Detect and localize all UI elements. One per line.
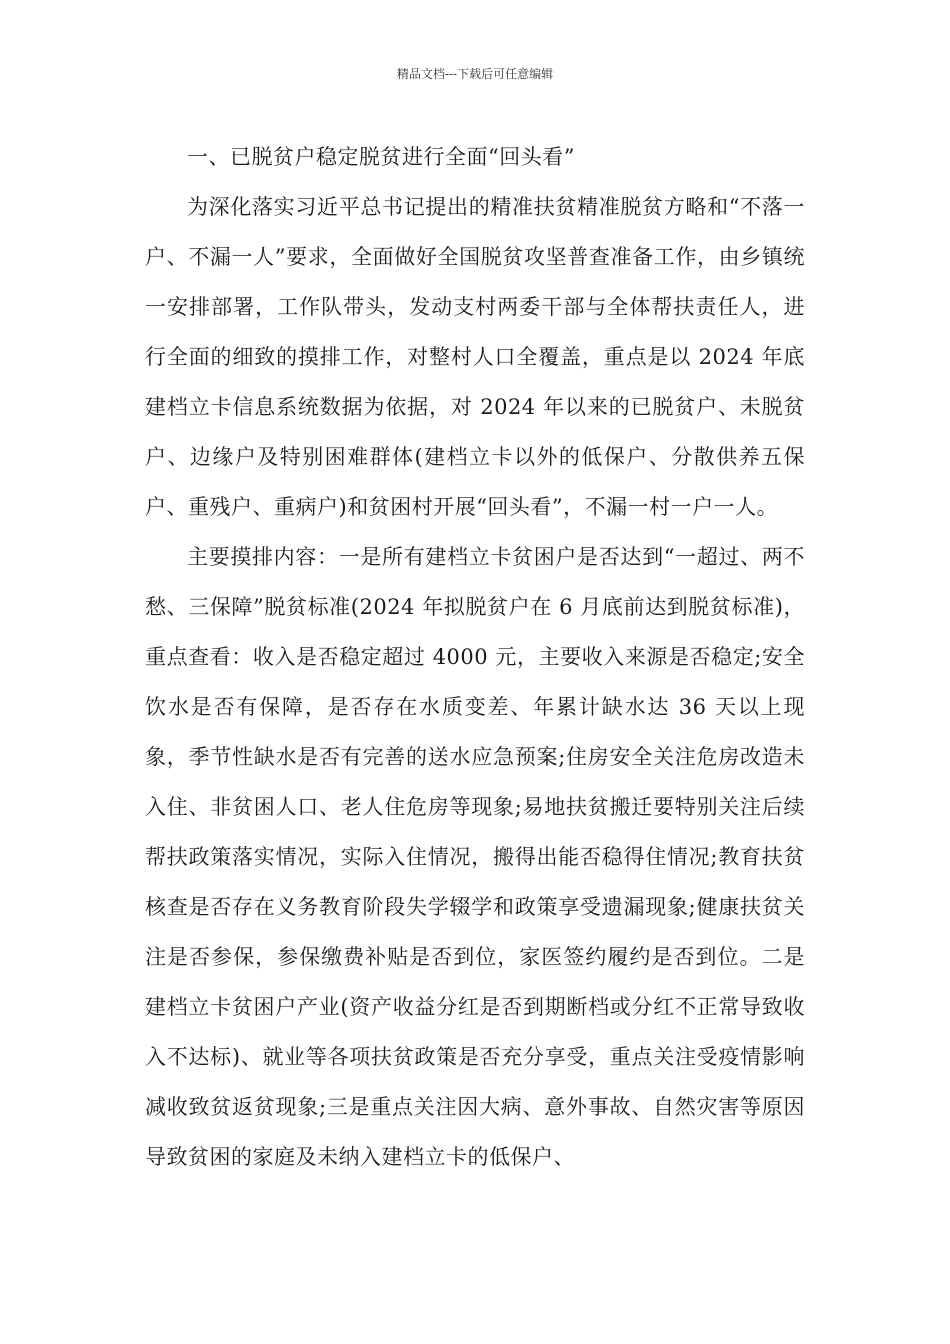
paragraph-2: 主要摸排内容：一是所有建档立卡贫困户是否达到“一超过、两不愁、三保障”脱贫标准(2024 年拟脱贫户在 6 月底前达到脱贫标准)，重点查看：收入是否稳定超过 4000 元，主要收入来源是否稳定;安全饮水是否有保障，是否存在水质变差、年累计缺水达 36 天以上现象，季节性缺水是否有完善的送水应急预案;住房安全关注危房改造未入住、非贫困人口、老人住危房等现象;易地扶贫搬迁要特别关注后续帮扶政策落实情况，实际入住情况，搬得出能否稳得住情况;教育扶贫核查是否存在义务教育阶段失学辍学和政策享受遗漏现象;健康扶贫关注是否参保，参保缴费补贴是否到位，家医签约履约是否到位。二是建档立卡贫困户产业(资产收益分红是否到期断档或分红不正常导致收入不达标)、就业等各项扶贫政策是否充分享受，重点关注受疫情影响减收致贫返贫现象;三是重点关注因大病、意外事故、自然灾害等原因导致贫困的家庭及未纳入建档立卡的低保户、	[145, 545, 805, 1169]
page-header: 精品文档---下载后可任意编辑	[396, 67, 554, 81]
document-body	[145, 132, 805, 1182]
paragraph-1: 为深化落实习近平总书记提出的精准扶贫精准脱贫方略和“不落一户、不漏一人”要求，全面做好全国脱贫攻坚普查准备工作，由乡镇统一安排部署，工作队带头，发动支村两委干部与全体帮扶责任人，进行全面的细致的摸排工作，对整村人口全覆盖，重点是以 2024 年底建档立卡信息系统数据为依据，对 2024 年以来的已脱贫户、未脱贫户、边缘户及特别困难群体(建档立卡以外的低保户、分散供养五保户、重残户、重病户)和贫困村开展“回头看”，不漏一村一户一人。	[145, 195, 805, 519]
section-heading: 一、已脱贫户稳定脱贫进行全面“回头看”	[187, 145, 575, 169]
